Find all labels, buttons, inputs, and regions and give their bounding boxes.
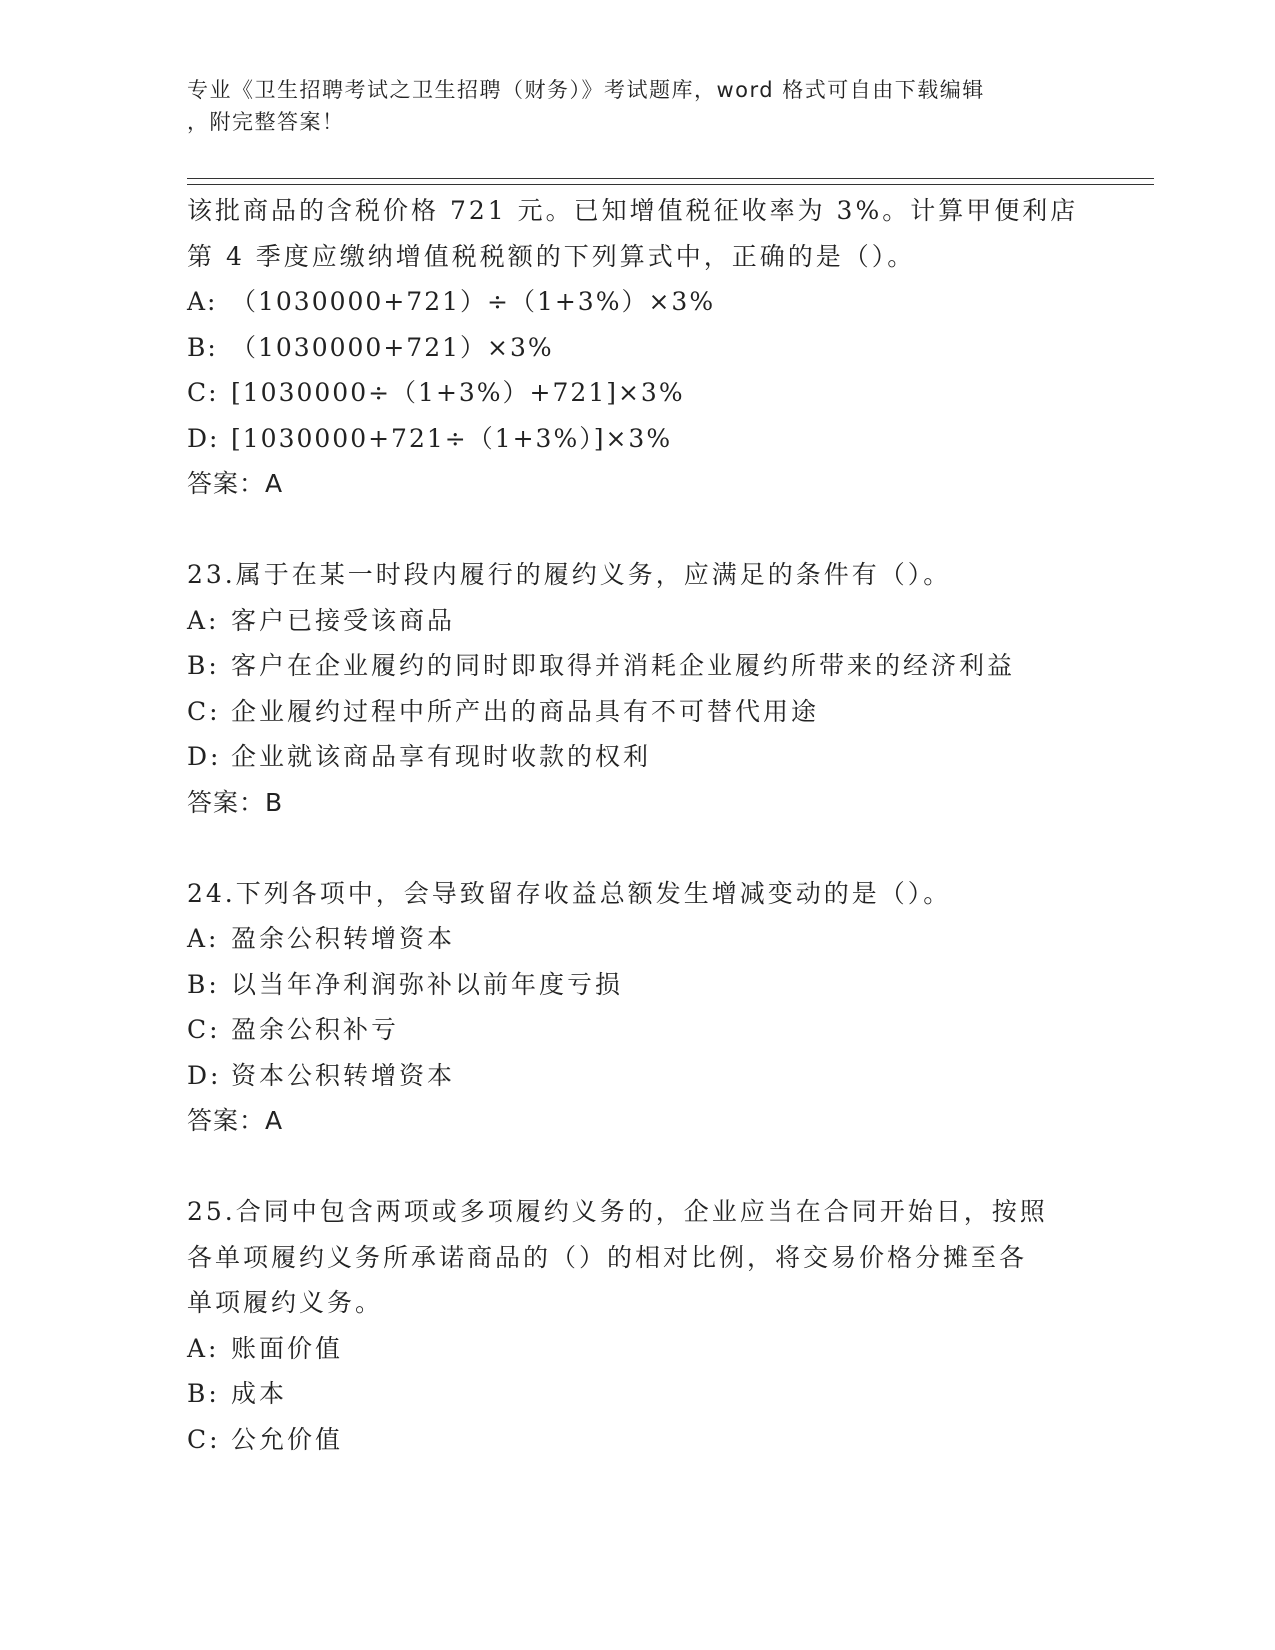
- option-text: （1030000+721）×3%: [231, 332, 554, 362]
- option-b: [187, 962, 1087, 1008]
- option-text: 公允价值: [231, 1424, 344, 1454]
- option-text: （1030000+721）÷（1+3%）×3%: [231, 287, 716, 316]
- option-c: [187, 689, 1087, 735]
- option-text: 成本: [231, 1379, 288, 1408]
- question-25: [187, 1189, 1087, 1462]
- question-stem-line: 24.下列各项中，会导致留存收益总额发生增减变动的是（）。: [187, 878, 952, 908]
- question-23: [187, 552, 1087, 825]
- option-text: 资本公积转增资本: [231, 1060, 456, 1090]
- question-stem-line: 单项履约义务。: [187, 1288, 384, 1317]
- spacer: [187, 825, 1087, 871]
- option-text: 企业履约过程中所产出的商品具有不可替代用途: [231, 696, 820, 726]
- option-a: [187, 279, 1087, 325]
- option-letter: B:: [187, 969, 220, 999]
- option-c: [187, 1417, 1087, 1463]
- option-letter: A:: [187, 605, 220, 635]
- option-b: [187, 1371, 1087, 1417]
- question-stem-line: 该批商品的含税价格 721 元。已知增值税征收率为 3%。计算甲便利店: [187, 196, 1079, 225]
- option-letter: B:: [187, 1379, 220, 1408]
- option-text: 以当年净利润弥补以前年度亏损: [231, 969, 624, 999]
- option-letter: B:: [187, 651, 220, 680]
- spacer: [187, 507, 1087, 553]
- answer-line: 答案：A: [187, 1106, 284, 1135]
- option-letter: A:: [187, 1333, 220, 1363]
- option-b: [187, 643, 1087, 689]
- question-stem-line: 23.属于在某一时段内履行的履约义务，应满足的条件有（）。: [187, 560, 952, 589]
- question-stem-line: 第 4 季度应缴纳增值税税额的下列算式中，正确的是（）。: [187, 241, 916, 271]
- header-double-rule: [187, 178, 1154, 185]
- option-letter: D:: [187, 423, 220, 453]
- option-letter: D:: [187, 742, 222, 771]
- option-b: [187, 325, 1087, 371]
- question-stem-line: 各单项履约义务所承诺商品的（）的相对比例，将交易价格分摊至各: [187, 1242, 1028, 1272]
- option-a: [187, 598, 1087, 644]
- option-text: 企业就该商品享有现时收款的权利: [231, 742, 652, 771]
- document-header: [187, 74, 1067, 138]
- option-text: 盈余公积补亏: [231, 1015, 400, 1044]
- option-d: [187, 1053, 1087, 1099]
- option-text: [1030000+721÷（1+3%）]×3%: [231, 423, 673, 453]
- option-c: [187, 1007, 1087, 1053]
- option-letter: B:: [187, 332, 218, 362]
- option-text: 客户在企业履约的同时即取得并消耗企业履约所带来的经济利益: [231, 651, 1016, 680]
- question-list: [187, 188, 1087, 1462]
- header-line-2: ，附完整答案！: [187, 110, 345, 134]
- option-a: [187, 916, 1087, 962]
- option-letter: C:: [187, 696, 221, 726]
- option-text: [1030000÷（1+3%）+721]×3%: [231, 378, 685, 407]
- answer-line: 答案：A: [187, 469, 284, 498]
- option-letter: A:: [187, 924, 220, 953]
- option-letter: A:: [187, 287, 218, 316]
- option-c: [187, 370, 1087, 416]
- option-text: 客户已接受该商品: [231, 605, 456, 635]
- option-text: 账面价值: [231, 1333, 344, 1363]
- option-letter: C:: [187, 1424, 221, 1454]
- option-d: [187, 416, 1087, 462]
- option-d: [187, 734, 1087, 780]
- option-letter: C:: [187, 378, 219, 407]
- spacer: [187, 1144, 1087, 1190]
- header-line-1: 专业《卫生招聘考试之卫生招聘（财务）》考试题库，word 格式可自由下载编辑: [187, 78, 985, 102]
- question-24: [187, 871, 1087, 1144]
- option-letter: D:: [187, 1060, 222, 1090]
- answer-line: 答案：B: [187, 787, 284, 817]
- question-22: [187, 188, 1087, 507]
- option-text: 盈余公积转增资本: [231, 924, 456, 953]
- question-stem-line: 25.合同中包含两项或多项履约义务的，企业应当在合同开始日，按照: [187, 1197, 1048, 1226]
- option-letter: C:: [187, 1015, 221, 1044]
- option-a: [187, 1326, 1087, 1372]
